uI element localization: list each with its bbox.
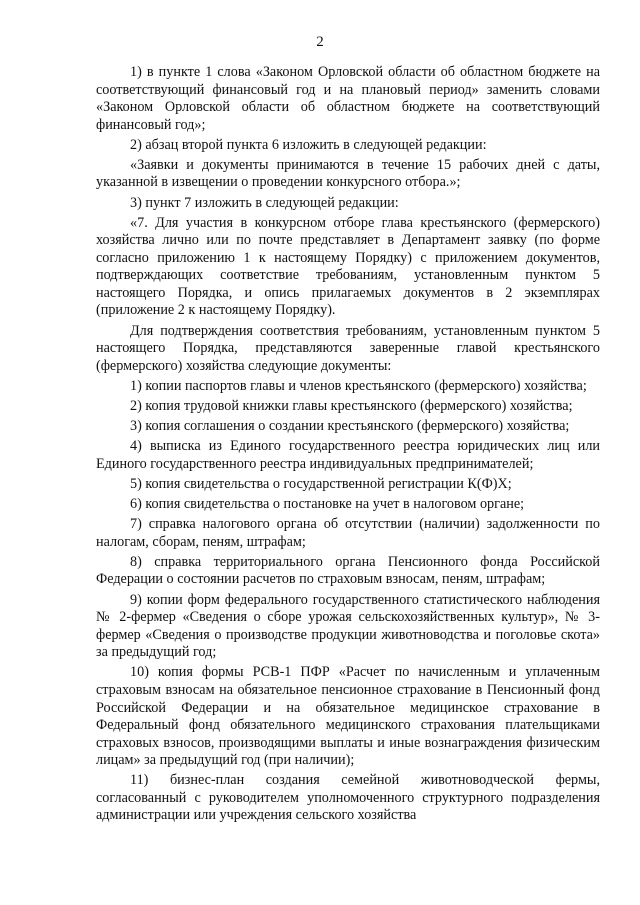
list-item-3: 3) копия соглашения о создании крестьянского (фермерского) хозяйства; bbox=[130, 418, 570, 435]
list-item-6: 6) копия свидетельства о постановке на учет в налоговом органе; bbox=[130, 496, 525, 513]
list-item-10: 10) копия формы РСВ-1 ПФР «Расчет по начисленным и уплаченным страховым взносам на обязательное пенсионное страхование в Пенсионный фонд Российской Федерации и на обязательное медицинское страхование в Федеральный фонд обязательного медицинского страхования плательщиками страховых взносов, производящими выплаты и иные вознаграждения физическим лицам» за предыдущий год (при наличии); bbox=[96, 664, 600, 769]
list-item-8: 8) справка территориального органа Пенсионного фонда Российской Федерации о состоянии расчетов по страховым взносам, пеням, штрафам; bbox=[96, 553, 600, 588]
page-number: 2 bbox=[316, 34, 324, 50]
list-item-11: 11) бизнес-план создания семейной животноводческой фермы, согласованный с руководителем уполномоченного структурного подразделения администрации или учреждения сельского хозяйства bbox=[96, 772, 600, 824]
paragraph-amend-point-1: 1) в пункте 1 слова «Законом Орловской области об областном бюджете на соответствующий финансовый год и на плановый период» заменить словами «Законом Орловской области об областном бюджете на соответствующий финансовый год»; bbox=[96, 64, 600, 133]
list-item-2: 2) копия трудовой книжки главы крестьянского (фермерского) хозяйства; bbox=[130, 398, 573, 414]
paragraph-point-7-text: «7. Для участия в конкурсном отборе глава крестьянского (фермерского) хозяйства лично или по почте представляет в Департамент заявку (по форме согласно приложению 1 к настоящему Порядку) с приложением документов, подтверждающих соответствие требованиям, установленным пунктом 5 настоящего Порядка, и опись прилагаемых документов в 2 экземплярах (приложение 2 к настоящему Порядку). bbox=[96, 214, 600, 319]
paragraph-documents-intro: Для подтверждения соответствия требованиям, установленным пунктом 5 настоящего Порядка, представляются заверенные главой крестьянского (фермерского) хозяйства следующие документы: bbox=[96, 322, 600, 374]
list-item-7: 7) справка налогового органа об отсутствии (наличии) задолженности по налогам, сборам, пеням, штрафам; bbox=[96, 516, 600, 550]
paragraph-amend-point-6: 2) абзац второй пункта 6 изложить в следующей редакции: bbox=[130, 136, 487, 153]
list-item-1: 1) копии паспортов главы и членов крестьянского (фермерского) хозяйства; bbox=[130, 377, 587, 394]
paragraph-applications-deadline: «Заявки и документы принимаются в течение 15 рабочих дней с даты, указанной в извещении о проведении конкурсного отбора.»; bbox=[96, 156, 600, 191]
list-item-4: 4) выписка из Единого государственного реестра юридических лиц или Единого государственного реестра индивидуальных предпринимателей; bbox=[96, 438, 600, 472]
document-body bbox=[96, 64, 600, 828]
paragraph-amend-point-7: 3) пункт 7 изложить в следующей редакции: bbox=[130, 194, 399, 211]
list-item-9: 9) копии форм федерального государственного статистического наблюдения № 2-фермер «Сведения о сборе урожая сельскохозяйственных культур», № 3-фермер «Сведения о производстве продукции животноводства и поголовье скота» за предыдущий год; bbox=[96, 591, 600, 661]
list-item-5: 5) копия свидетельства о государственной регистрации К(Ф)Х; bbox=[130, 475, 512, 492]
